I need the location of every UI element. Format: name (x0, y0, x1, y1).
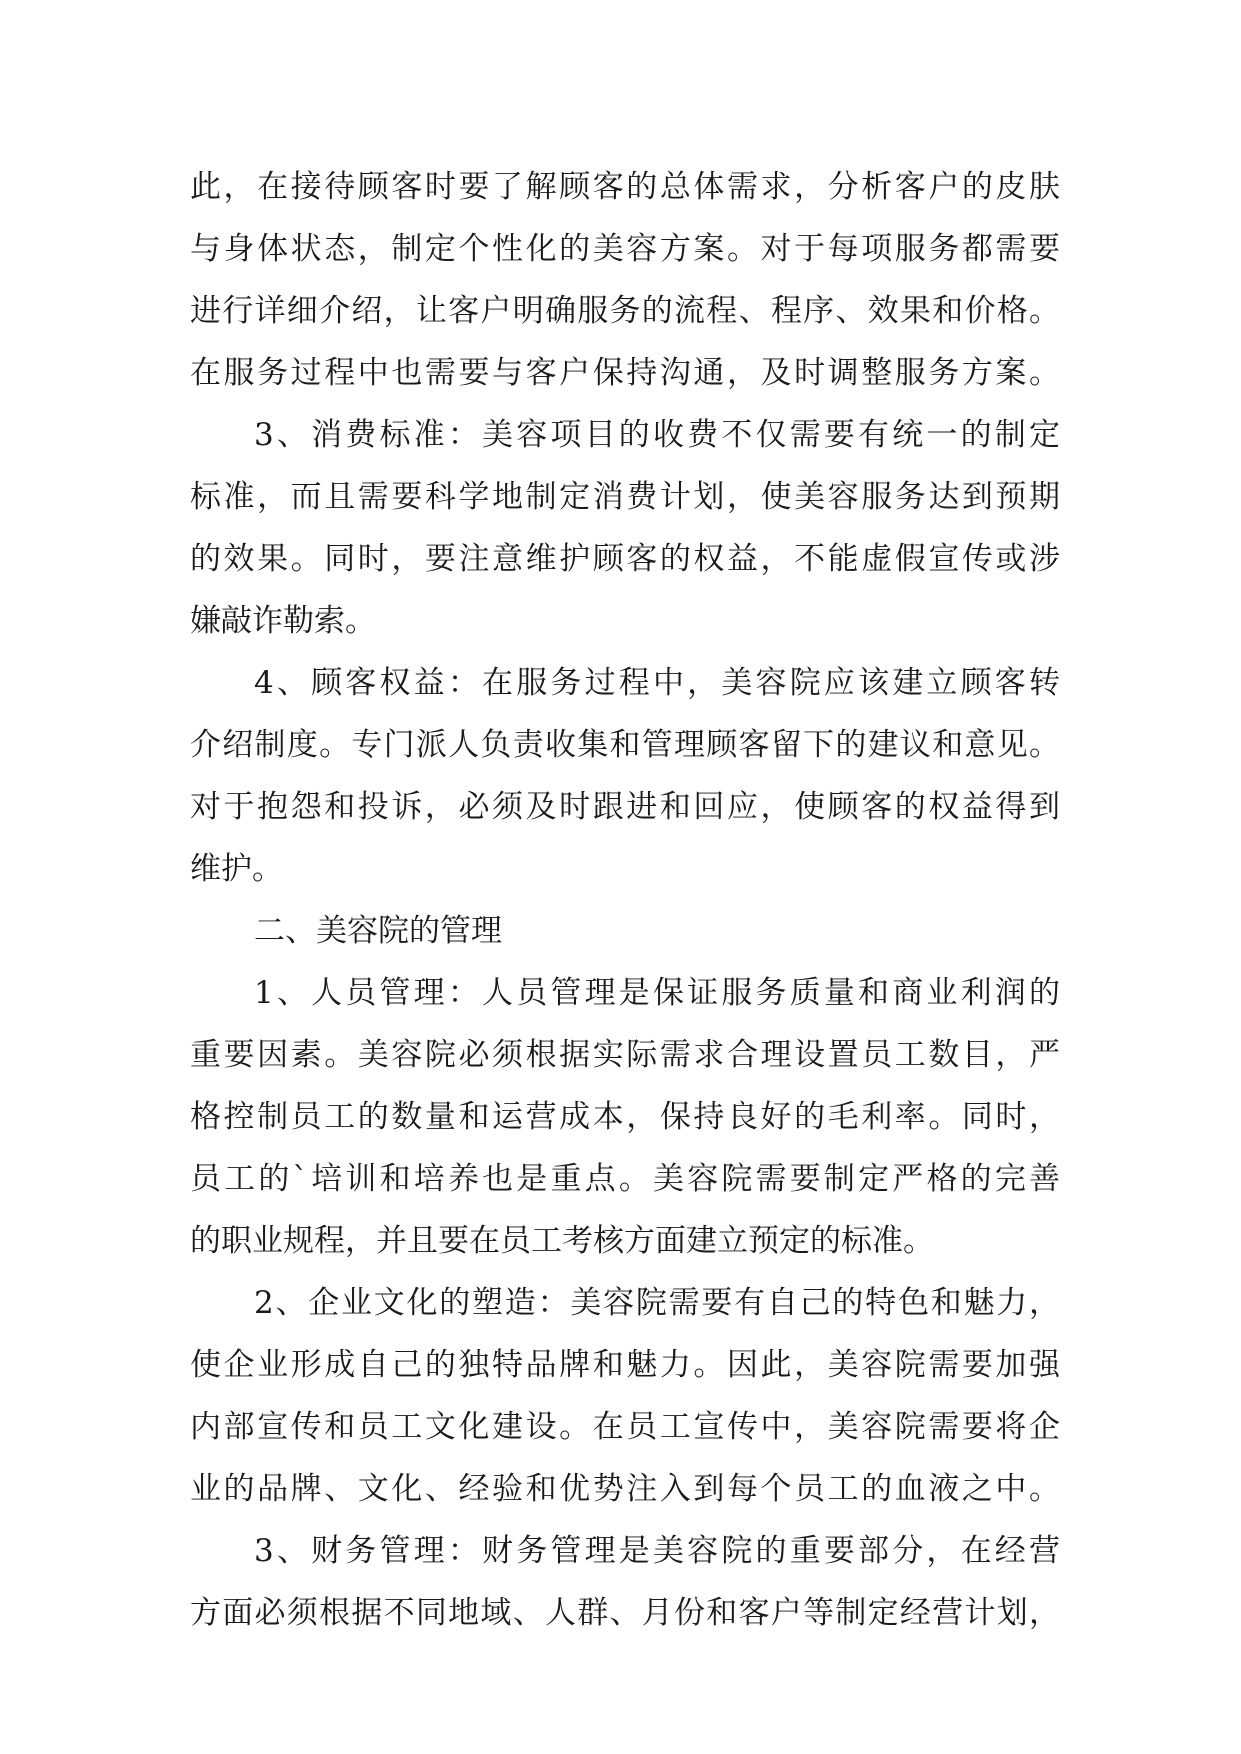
text-line: 进行详细介绍，让客户明确服务的流程、程序、效果和价格。 (190, 293, 1060, 329)
section-heading: 二、美容院的管理 (254, 913, 502, 949)
paragraph-start-line: 3、消费标准：美容项目的收费不仅需要有统一的制定 (254, 417, 1060, 453)
paragraph-end-line: 嫌敲诈勒索。 (190, 603, 376, 639)
text-line: 标准，而且需要科学地制定消费计划，使美容服务达到预期 (190, 479, 1060, 515)
text-line: 格控制员工的数量和运营成本，保持良好的毛利率。同时， (190, 1099, 1060, 1135)
paragraph-start-line: 1、人员管理：人员管理是保证服务质量和商业利润的 (254, 975, 1060, 1011)
text-line: 使企业形成自己的独特品牌和魅力。因此，美容院需要加强 (190, 1347, 1060, 1383)
text-line: 此，在接待顾客时要了解顾客的总体需求，分析客户的皮肤 (190, 169, 1060, 205)
paragraph-start-line: 3、财务管理：财务管理是美容院的重要部分，在经营 (254, 1533, 1060, 1569)
text-line: 员工的`培训和培养也是重点。美容院需要制定严格的完善 (190, 1161, 1060, 1197)
paragraph-start-line: 2、企业文化的塑造：美容院需要有自己的特色和魅力， (254, 1285, 1060, 1321)
text-line: 与身体状态，制定个性化的美容方案。对于每项服务都需要 (190, 231, 1060, 267)
paragraph-start-line: 4、顾客权益：在服务过程中，美容院应该建立顾客转 (254, 665, 1060, 701)
paragraph-end-line: 的职业规程，并且要在员工考核方面建立预定的标准。 (190, 1223, 934, 1259)
text-line: 对于抱怨和投诉，必须及时跟进和回应，使顾客的权益得到 (190, 789, 1060, 825)
text-line: 在服务过程中也需要与客户保持沟通，及时调整服务方案。 (190, 355, 1060, 391)
text-line: 方面必须根据不同地域、人群、月份和客户等制定经营计划， (190, 1595, 1060, 1631)
text-line: 业的品牌、文化、经验和优势注入到每个员工的血液之中。 (190, 1471, 1060, 1507)
text-line: 的效果。同时，要注意维护顾客的权益，不能虚假宣传或涉 (190, 541, 1060, 577)
text-line: 内部宣传和员工文化建设。在员工宣传中，美容院需要将企 (190, 1409, 1060, 1445)
text-line: 重要因素。美容院必须根据实际需求合理设置员工数目，严 (190, 1037, 1060, 1073)
document-body (190, 156, 1060, 1644)
text-line: 介绍制度。专门派人负责收集和管理顾客留下的建议和意见。 (190, 727, 1060, 763)
paragraph-end-line: 维护。 (190, 851, 283, 887)
